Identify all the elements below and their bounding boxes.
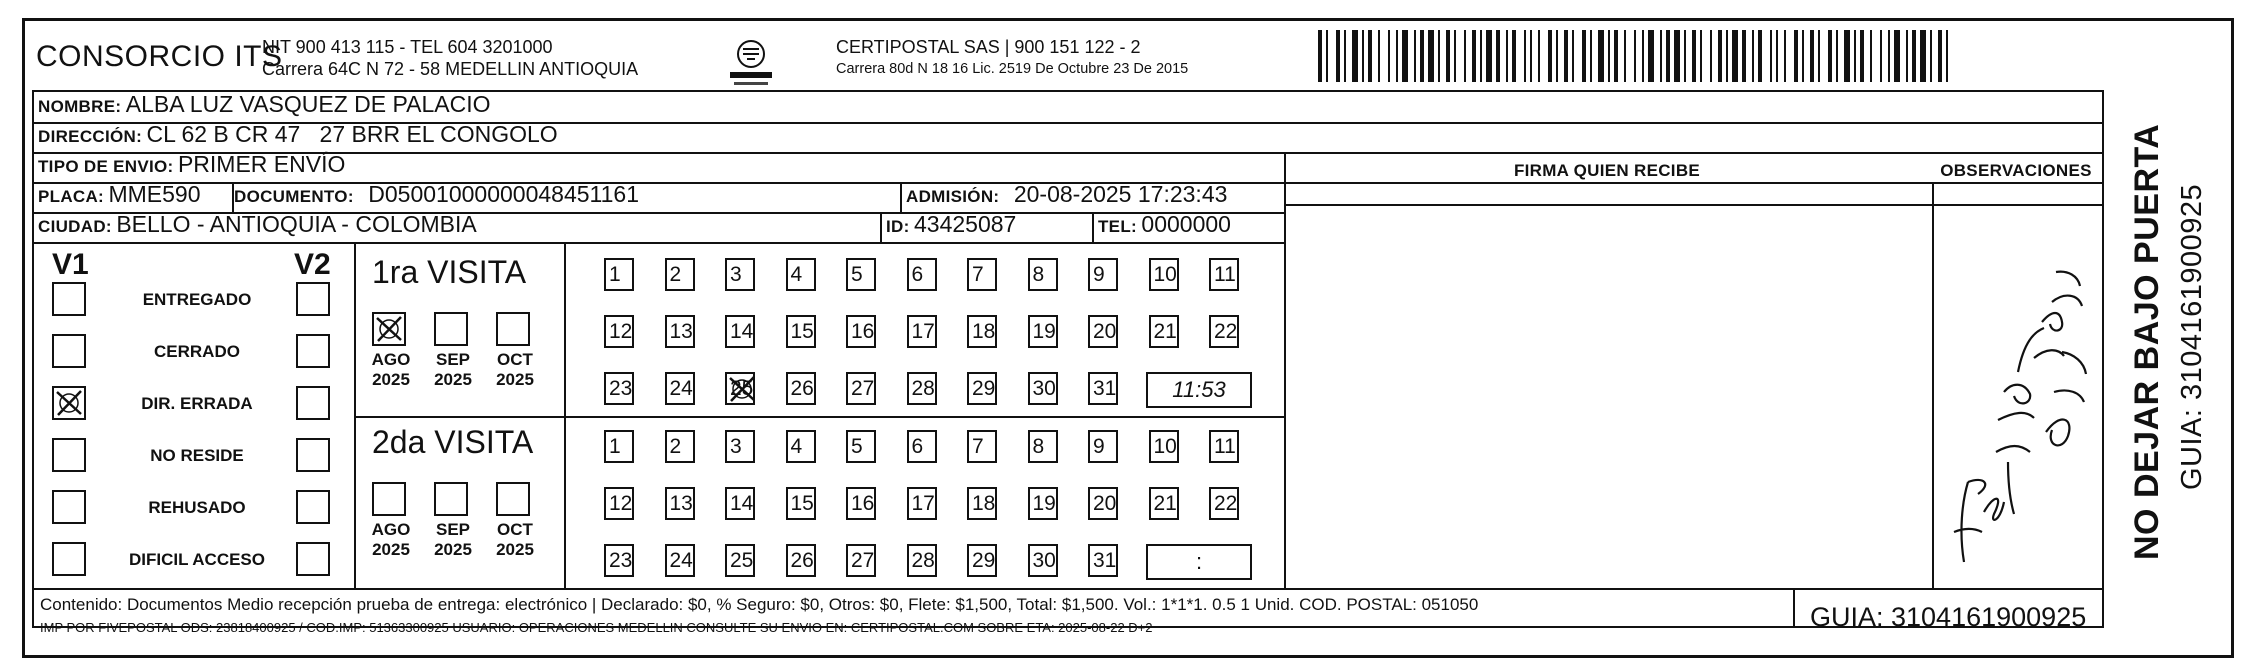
day-box[interactable]: 4 xyxy=(786,258,816,291)
status-label: DIFICIL ACCESO xyxy=(128,550,265,569)
month-checkbox[interactable] xyxy=(434,482,468,516)
status-v1-checkbox[interactable] xyxy=(52,490,86,524)
day-box[interactable]: 4 xyxy=(786,430,816,463)
day-box[interactable]: 30 xyxy=(1028,544,1058,577)
status-v1-checkbox[interactable] xyxy=(52,334,86,368)
day-box[interactable]: 22 xyxy=(1209,487,1239,520)
placa-field xyxy=(38,181,201,208)
day-box[interactable]: 16 xyxy=(846,487,876,520)
status-v1-checkbox[interactable] xyxy=(52,542,86,576)
month-label: AGO 2025 xyxy=(371,520,411,559)
side-warning: NO DEJAR BAJO PUERTA xyxy=(2128,123,2166,560)
day-box[interactable]: 26 xyxy=(786,372,816,405)
day-box[interactable]: 27 xyxy=(846,544,876,577)
day-box[interactable]: 31 xyxy=(1088,544,1118,577)
side-guia: GUIA: 3104161900925 xyxy=(2176,183,2208,490)
day-box[interactable]: 18 xyxy=(967,487,997,520)
day-box[interactable]: 20 xyxy=(1088,487,1118,520)
id-field xyxy=(886,211,1016,238)
month-checkbox[interactable] xyxy=(496,312,530,346)
placa-value: MME590 xyxy=(108,181,201,207)
observaciones-header: OBSERVACIONES xyxy=(1940,161,2092,180)
month-label: SEP 2025 xyxy=(434,350,472,389)
day-box[interactable]: 3 xyxy=(725,258,755,291)
day-box[interactable]: 23 xyxy=(604,372,634,405)
day-box[interactable]: 6 xyxy=(907,258,937,291)
admision-value: 20-08-2025 17:23:43 xyxy=(1013,181,1228,207)
firma-header: FIRMA QUIEN RECIBE xyxy=(1513,161,1701,180)
tipo-envio-field xyxy=(38,151,345,178)
day-box[interactable]: 25 xyxy=(725,544,755,577)
tel-value: 0000000 xyxy=(1141,211,1231,237)
day-box[interactable]: 8 xyxy=(1028,258,1058,291)
day-box[interactable]: 15 xyxy=(786,487,816,520)
status-label: REHUSADO xyxy=(148,498,246,517)
day-box[interactable]: 20 xyxy=(1088,315,1118,348)
direccion-value: CL 62 B CR 47 27 BRR EL CONGOLO xyxy=(146,121,558,147)
nombre-label: NOMBRE: xyxy=(38,97,122,116)
documento-field xyxy=(234,181,639,208)
day-box[interactable]: 5 xyxy=(846,430,876,463)
day-box[interactable]: 9 xyxy=(1088,258,1118,291)
admision-label: ADMISIÓN: xyxy=(906,187,1000,206)
day-box[interactable]: 15 xyxy=(786,315,816,348)
status-label: NO RESIDE xyxy=(150,446,244,465)
day-box[interactable]: 14 xyxy=(725,315,755,348)
day-box[interactable]: 28 xyxy=(907,372,937,405)
time-box[interactable]: : xyxy=(1146,544,1252,580)
status-v2-checkbox[interactable] xyxy=(296,490,330,524)
tel-field xyxy=(1098,211,1231,238)
certipostal-address-line: Carrera 80d N 18 16 Lic. 2519 De Octubre 23 De 2015 xyxy=(836,61,1189,77)
day-box[interactable]: 24 xyxy=(665,544,695,577)
nombre-field xyxy=(38,91,491,118)
day-box[interactable]: 8 xyxy=(1028,430,1058,463)
status-label: CERRADO xyxy=(154,342,240,361)
day-box[interactable]: 6 xyxy=(907,430,937,463)
month-checkbox[interactable] xyxy=(434,312,468,346)
month-label: OCT 2025 xyxy=(496,520,534,559)
day-box[interactable]: 13 xyxy=(665,487,695,520)
certipostal-logo xyxy=(728,34,774,92)
nombre-value: ALBA LUZ VASQUEZ DE PALACIO xyxy=(125,91,491,117)
footer-imp-line: IMP POR FIVEPOSTAL ODS: 23818400925 / COD.IMP: 51363300925 USUARIO: OPERACIONES MEDELLIN CONSULTE SU ENVIO EN: CERTIPOSTAL.COM SOBRE ETA: 2025-08-22 D+2 xyxy=(40,620,1153,635)
day-box[interactable]: 17 xyxy=(907,315,937,348)
ciudad-value: BELLO - ANTIOQUIA - COLOMBIA xyxy=(116,211,477,237)
status-v2-checkbox[interactable] xyxy=(296,542,330,576)
day-box[interactable]: 10 xyxy=(1149,430,1179,463)
status-v2-checkbox[interactable] xyxy=(296,334,330,368)
documento-value: D05001000000048451161 xyxy=(368,181,639,207)
status-label: ENTREGADO xyxy=(142,290,252,309)
day-box[interactable]: 27 xyxy=(846,372,876,405)
time-box[interactable]: 11:53 xyxy=(1146,372,1252,408)
status-v2-checkbox[interactable] xyxy=(296,386,330,420)
day-box[interactable]: 2 xyxy=(665,430,695,463)
day-box[interactable]: 1 xyxy=(604,258,634,291)
observation-handwriting xyxy=(1934,232,2094,572)
guia-number: GUIA: 3104161900925 xyxy=(1810,602,2087,632)
day-box[interactable]: 11 xyxy=(1209,258,1239,291)
day-box[interactable]: 21 xyxy=(1149,315,1179,348)
day-box[interactable]: 3 xyxy=(725,430,755,463)
day-box[interactable]: 21 xyxy=(1149,487,1179,520)
month-checkbox[interactable] xyxy=(372,312,406,346)
day-box[interactable]: 19 xyxy=(1028,315,1058,348)
certipostal-nit-line: CERTIPOSTAL SAS | 900 151 122 - 2 xyxy=(836,37,1141,57)
status-v1-checkbox[interactable] xyxy=(52,386,86,420)
footer-contents: Contenido: Documentos Medio recepción prueba de entrega: electrónico | Declarado: $0, % Seguro: $0, Otros: $0, Flete: $1,500, Total: $1,500. Vol.: 1*1*1. 0.5 1 Unid. COD. POSTAL: 051050 xyxy=(40,595,1479,614)
day-box[interactable]: 11 xyxy=(1209,430,1239,463)
day-box[interactable]: 23 xyxy=(604,544,634,577)
day-box[interactable]: 13 xyxy=(665,315,695,348)
barcode xyxy=(1318,30,1954,82)
day-box[interactable]: 25 xyxy=(725,372,755,405)
tipo-envio-value: PRIMER ENVÍO xyxy=(177,151,346,177)
day-box[interactable]: 31 xyxy=(1088,372,1118,405)
direccion-field xyxy=(38,121,558,148)
day-box[interactable]: 17 xyxy=(907,487,937,520)
status-v1-checkbox[interactable] xyxy=(52,282,86,316)
day-box[interactable]: 5 xyxy=(846,258,876,291)
month-checkbox[interactable] xyxy=(496,482,530,516)
month-checkbox[interactable] xyxy=(372,482,406,516)
month-label: OCT 2025 xyxy=(496,350,534,389)
day-box[interactable]: 14 xyxy=(725,487,755,520)
day-box[interactable]: 7 xyxy=(967,258,997,291)
status-v2-checkbox[interactable] xyxy=(296,438,330,472)
status-v2-checkbox[interactable] xyxy=(296,282,330,316)
day-box[interactable]: 12 xyxy=(604,315,634,348)
day-box[interactable]: 1 xyxy=(604,430,634,463)
v2-header: V2 xyxy=(294,248,331,281)
first-visit-title: 1ra VISITA xyxy=(372,254,527,290)
day-box[interactable]: 18 xyxy=(967,315,997,348)
tipo-envio-label: TIPO DE ENVIO: xyxy=(38,157,174,176)
day-box[interactable]: 22 xyxy=(1209,315,1239,348)
day-box[interactable]: 30 xyxy=(1028,372,1058,405)
day-box[interactable]: 16 xyxy=(846,315,876,348)
day-box[interactable]: 26 xyxy=(786,544,816,577)
v1-header: V1 xyxy=(52,248,89,281)
day-box[interactable]: 24 xyxy=(665,372,695,405)
id-value: 43425087 xyxy=(914,211,1017,237)
company-name: CONSORCIO ITS xyxy=(36,40,283,73)
day-box[interactable]: 19 xyxy=(1028,487,1058,520)
company-address-line: Carrera 64C N 72 - 58 MEDELLIN ANTIOQUIA xyxy=(262,59,639,79)
status-v1-checkbox[interactable] xyxy=(52,438,86,472)
day-box[interactable]: 10 xyxy=(1149,258,1179,291)
company-nit-line: NIT 900 413 115 - TEL 604 3201000 xyxy=(262,37,553,57)
tel-label: TEL: xyxy=(1098,217,1137,236)
day-box[interactable]: 29 xyxy=(967,544,997,577)
day-box[interactable]: 9 xyxy=(1088,430,1118,463)
month-label: SEP 2025 xyxy=(434,520,472,559)
ciudad-field xyxy=(38,211,477,238)
day-box[interactable]: 29 xyxy=(967,372,997,405)
day-box[interactable]: 12 xyxy=(604,487,634,520)
day-box[interactable]: 2 xyxy=(665,258,695,291)
ciudad-label: CIUDAD: xyxy=(38,217,112,236)
day-box[interactable]: 7 xyxy=(967,430,997,463)
status-label: DIR. ERRADA xyxy=(141,394,253,413)
second-visit-title: 2da VISITA xyxy=(372,424,534,460)
direccion-label: DIRECCIÓN: xyxy=(38,127,143,146)
documento-label: DOCUMENTO: xyxy=(234,187,354,206)
day-box[interactable]: 28 xyxy=(907,544,937,577)
month-label: AGO 2025 xyxy=(371,350,411,389)
admision-field xyxy=(906,181,1227,208)
id-label: ID: xyxy=(886,217,910,236)
placa-label: PLACA: xyxy=(38,187,105,206)
